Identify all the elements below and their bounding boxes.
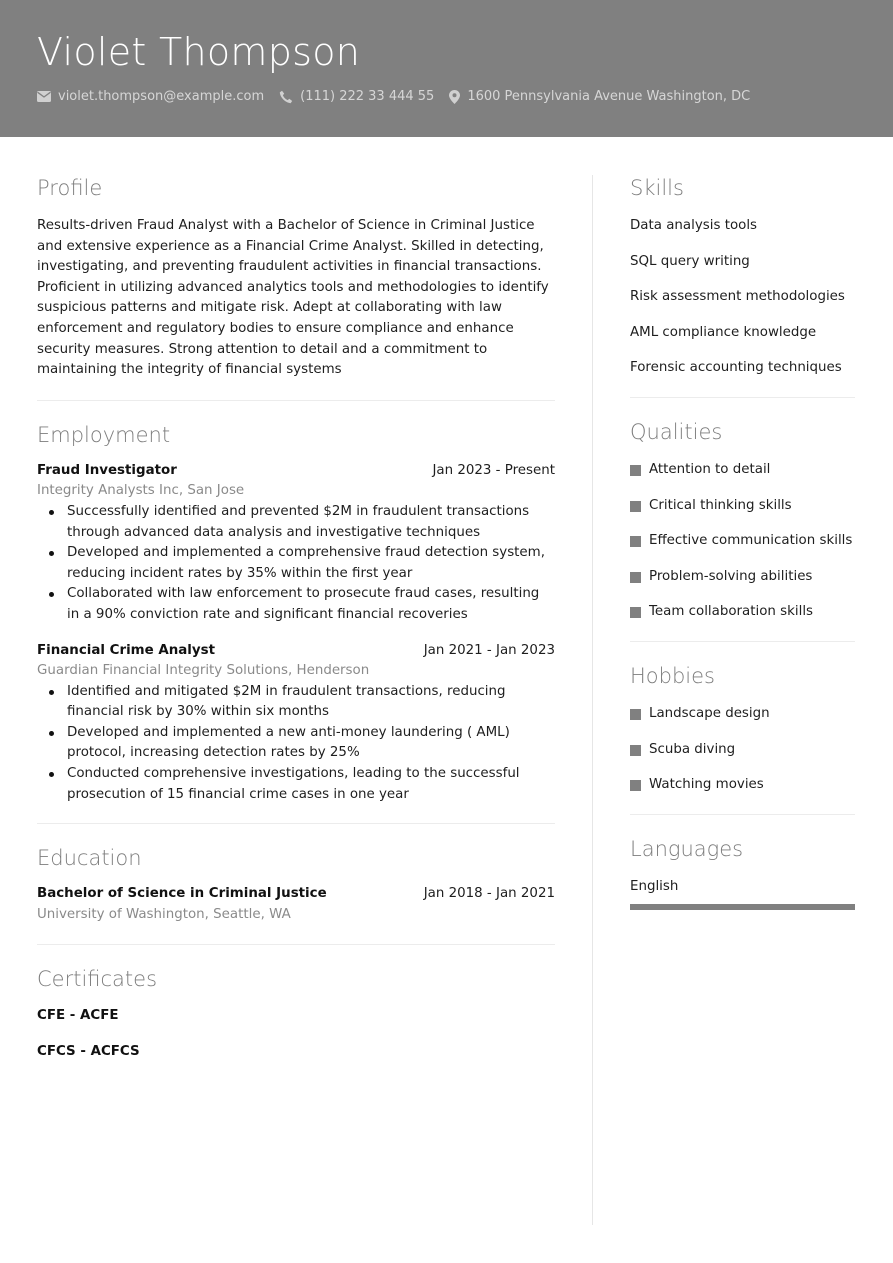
profile-text: Results-driven Fraud Analyst with a Bachelor of Science in Criminal Justice and extensive experience as a Financial Crime Analyst. Skilled in detecting, investigating, and preventing fraudulent activities in financial transactions. Proficient in utilizing advanced analytics tools and methodologies to identify suspicious patterns and mitigate risk. Adept at collaborating with law enforcement and regulatory bodies to ensure compliance and enhance security measures. Strong attention to detail and a commitment to maintaining the integrity of financial systems bbox=[37, 218, 549, 378]
square-bullet-icon bbox=[630, 501, 641, 512]
quality-item bbox=[630, 602, 855, 623]
job-bullet: Identified and mitigated $2M in fraudulent transactions, reducing financial risk by 30% within six months bbox=[37, 682, 555, 723]
certificates-section bbox=[37, 966, 555, 1062]
section-divider bbox=[37, 823, 555, 824]
quality-text: Problem-solving abilities bbox=[649, 568, 813, 584]
section-divider bbox=[630, 641, 855, 642]
job-bullet: Developed and implemented a comprehensive fraud detection system, reducing incident rates by 35% within the first year bbox=[37, 543, 555, 584]
hobby-text: Landscape design bbox=[649, 705, 770, 721]
employment-section bbox=[37, 422, 555, 806]
map-pin-icon bbox=[449, 90, 460, 104]
skill-item: Forensic accounting techniques bbox=[630, 360, 842, 376]
square-bullet-icon bbox=[630, 745, 641, 756]
skills-section bbox=[630, 175, 855, 379]
skills-heading: Skills bbox=[630, 176, 684, 200]
hobby-item bbox=[630, 704, 855, 725]
skill-item: AML compliance knowledge bbox=[630, 324, 817, 340]
job-bullet: Conducted comprehensive investigations, leading to the successful prosecution of 15 financial crime cases in one year bbox=[37, 764, 555, 805]
job-dates: Jan 2021 - Jan 2023 bbox=[423, 642, 555, 658]
section-divider bbox=[630, 814, 855, 815]
square-bullet-icon bbox=[630, 536, 641, 547]
phone-icon bbox=[279, 90, 293, 104]
hobby-item bbox=[630, 740, 855, 761]
job-dates: Jan 2023 - Present bbox=[432, 462, 555, 478]
profile-section bbox=[37, 175, 555, 381]
job-bullet: Successfully identified and prevented $2M in fraudulent transactions through advanced data analysis and investigative techniques bbox=[37, 502, 555, 543]
column-divider bbox=[592, 175, 593, 1225]
hobbies-heading: Hobbies bbox=[630, 663, 715, 688]
quality-item bbox=[630, 460, 855, 481]
degree-title: Bachelor of Science in Criminal Justice bbox=[37, 886, 327, 902]
quality-item bbox=[630, 531, 855, 552]
job-company: Integrity Analysts Inc, San Jose bbox=[37, 483, 245, 499]
languages-heading: Languages bbox=[630, 836, 744, 861]
sidebar-column bbox=[630, 175, 855, 910]
language-name: English bbox=[630, 878, 679, 894]
contact-phone[interactable] bbox=[279, 89, 434, 104]
hobby-text: Watching movies bbox=[649, 777, 764, 793]
certificates-heading: Certificates bbox=[37, 967, 158, 992]
contact-address bbox=[449, 89, 750, 104]
quality-text: Team collaboration skills bbox=[649, 604, 814, 620]
candidate-name: Violet Thompson bbox=[37, 30, 361, 74]
job-company: Guardian Financial Integrity Solutions, Henderson bbox=[37, 663, 370, 679]
job-bullet: Collaborated with law enforcement to prosecute fraud cases, resulting in a 90% conviction rate and significant financial recoveries bbox=[37, 584, 555, 625]
quality-text: Attention to detail bbox=[649, 461, 771, 477]
email-text: violet.thompson@example.com bbox=[58, 89, 265, 104]
job-bullets bbox=[37, 682, 555, 806]
square-bullet-icon bbox=[630, 607, 641, 618]
employment-heading: Employment bbox=[37, 422, 171, 447]
education-heading: Education bbox=[37, 846, 142, 871]
job-entry bbox=[37, 461, 555, 626]
job-title: Financial Crime Analyst bbox=[37, 642, 215, 658]
square-bullet-icon bbox=[630, 709, 641, 720]
qualities-heading: Qualities bbox=[630, 419, 723, 444]
section-divider bbox=[630, 397, 855, 398]
language-level-fill bbox=[630, 904, 855, 910]
certificate-item: CFCS - ACFCS bbox=[37, 1044, 140, 1060]
language-level-bar bbox=[630, 904, 855, 910]
main-column bbox=[37, 175, 555, 1062]
languages-section bbox=[630, 836, 855, 911]
job-bullet: Developed and implemented a new anti-money laundering ( AML) protocol, increasing detection rates by 25% bbox=[37, 723, 555, 764]
square-bullet-icon bbox=[630, 572, 641, 583]
square-bullet-icon bbox=[630, 465, 641, 476]
skill-item: Risk assessment methodologies bbox=[630, 289, 845, 305]
contact-row bbox=[37, 89, 765, 104]
hobby-text: Scuba diving bbox=[649, 741, 736, 757]
hobbies-section bbox=[630, 663, 855, 796]
header-band bbox=[0, 0, 893, 137]
quality-text: Effective communication skills bbox=[649, 533, 853, 549]
address-text: 1600 Pennsylvania Avenue Washington, DC bbox=[467, 89, 751, 104]
square-bullet-icon bbox=[630, 780, 641, 791]
section-divider bbox=[37, 944, 555, 945]
education-entry bbox=[37, 884, 555, 925]
profile-heading: Profile bbox=[37, 176, 103, 200]
skill-item: Data analysis tools bbox=[630, 218, 758, 233]
education-dates: Jan 2018 - Jan 2021 bbox=[423, 886, 555, 902]
contact-email[interactable] bbox=[37, 89, 264, 104]
job-bullets bbox=[37, 502, 555, 626]
envelope-icon bbox=[37, 91, 51, 102]
phone-text: (111) 222 33 444 55 bbox=[300, 89, 435, 104]
quality-item bbox=[630, 496, 855, 517]
hobby-item bbox=[630, 775, 855, 796]
school-name: University of Washington, Seattle, WA bbox=[37, 906, 291, 922]
certificate-item: CFE - ACFE bbox=[37, 1008, 119, 1024]
quality-text: Critical thinking skills bbox=[649, 497, 792, 513]
section-divider bbox=[37, 400, 555, 401]
quality-item bbox=[630, 567, 855, 588]
qualities-section bbox=[630, 419, 855, 623]
job-entry bbox=[37, 641, 555, 806]
education-section bbox=[37, 845, 555, 925]
job-title: Fraud Investigator bbox=[37, 462, 177, 478]
skill-item: SQL query writing bbox=[630, 253, 750, 269]
